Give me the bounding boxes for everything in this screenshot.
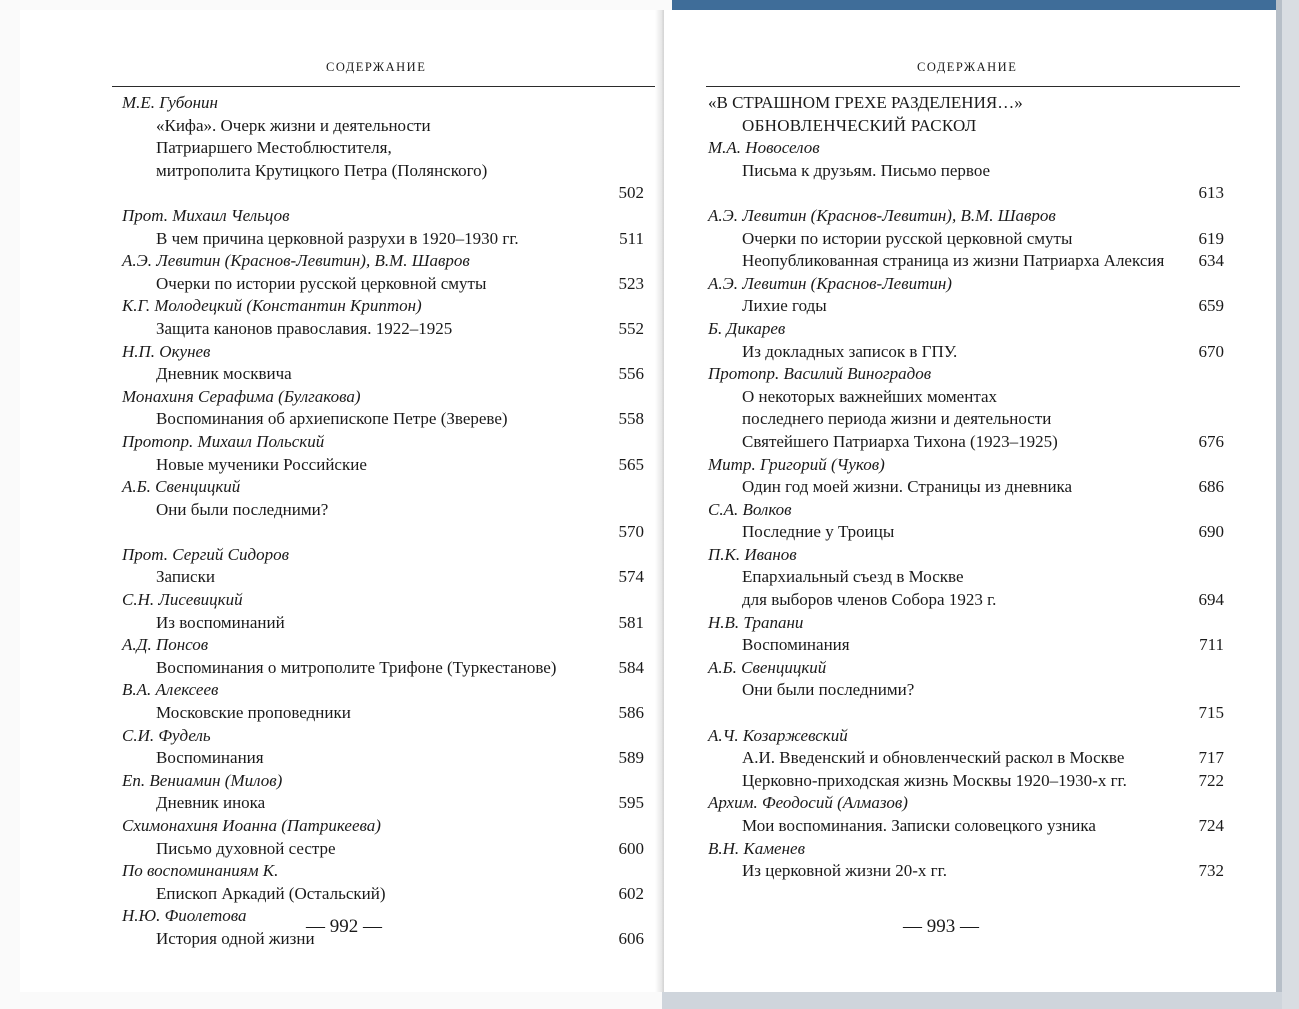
toc-row [122,295,644,318]
toc-title: Святейшего Патриарха Тихона (1923–1925) [742,431,1058,451]
toc-row [708,860,1224,883]
toc-author: Прот. Михаил Чельцов [122,205,290,225]
toc-row [708,431,1224,454]
toc-title: митрополита Крутицкого Петра (Полянского) [156,160,488,180]
toc-title: Московские проповедники [156,703,351,723]
toc-row [122,838,644,861]
toc-author: А.Э. Левитин (Краснов-Левитин), В.М. Шавров [122,251,470,271]
right-page [664,10,1276,992]
toc-title: Очерки по истории русской церковной смуты [156,273,487,293]
toc-author: П.К. Иванов [708,544,797,564]
toc-row [708,725,1224,748]
toc-row [122,431,644,454]
toc-author: А.Б. Свенцицкий [708,657,827,677]
toc-page-number: 581 [618,612,644,632]
toc-title: Письмо духовной сестре [156,838,336,858]
toc-row [708,182,1224,205]
toc-row [708,115,1224,138]
toc-title: «Кифа». Очерк жизни и деятельности [156,115,431,135]
toc-author: М.Е. Губонин [122,93,218,112]
toc-title: История одной жизни [156,928,315,948]
toc-row [708,679,1224,702]
toc-title: Воспоминания [156,748,264,768]
toc-page-number: 717 [1198,748,1224,768]
toc-title: Из церковной жизни 20-х гг. [742,861,947,881]
toc-row [708,815,1224,838]
toc-author: Б. Дикарев [708,318,786,338]
toc-row [708,363,1224,386]
toc-row [708,408,1224,431]
toc-title: Дневник инока [156,793,266,813]
toc-list-right [708,92,1224,883]
toc-page-number: 600 [618,838,644,858]
toc-row [122,386,644,409]
toc-title: Воспоминания об архиепископе Петре (Звереве) [156,409,508,429]
toc-row [708,137,1224,160]
toc-title: Воспоминания о митрополите Трифоне (Туркестанове) [156,657,557,677]
toc-row [708,770,1224,793]
toc-row [122,928,644,951]
toc-title: последнего периода жизни и деятельности [742,409,1052,429]
toc-title: Новые мученики Российские [156,454,367,474]
toc-row [708,273,1224,296]
toc-page-number: 711 [1199,635,1224,655]
toc-author: Н.Ю. Фиолетова [122,906,247,926]
toc-row [122,454,644,477]
toc-row [122,408,644,431]
toc-row [122,250,644,273]
header-rule-right [706,86,1240,87]
toc-title: для выборов членов Собора 1923 г. [742,590,997,610]
toc-title: Дневник москвича [156,364,292,384]
toc-author: В.А. Алексеев [122,680,219,700]
toc-author: Еп. Вениамин (Милов) [122,770,283,790]
toc-author: Схимонахиня Иоанна (Патрикеева) [122,816,381,835]
toc-row [708,544,1224,567]
toc-row [708,702,1224,725]
toc-title: Мои воспоминания. Записки соловецкого узника [742,816,1096,835]
toc-row [708,792,1224,815]
toc-author: А.Э. Левитин (Краснов-Левитин), В.М. Шавров [708,205,1056,225]
toc-row [122,702,644,725]
toc-page-number: 586 [618,703,644,723]
toc-title: Очерки по истории русской церковной смуты [742,228,1073,248]
toc-row [708,566,1224,589]
toc-author: А.Ч. Козаржевский [708,725,848,745]
toc-row [708,612,1224,635]
toc-row [122,228,644,251]
toc-row [122,318,644,341]
toc-page-number: 722 [1198,770,1224,790]
toc-title: Они были последними? [742,680,915,700]
book-cover-right [1282,0,1299,1009]
toc-page-number: 595 [618,793,644,813]
toc-title: Лихие годы [742,296,827,316]
toc-row [122,634,644,657]
toc-row [122,92,644,115]
toc-page-number: 570 [618,522,644,542]
toc-author: М.А. Новоселов [708,138,820,158]
toc-page-number: 584 [618,657,644,677]
toc-row [708,295,1224,318]
toc-page-number: 694 [1198,590,1224,610]
toc-row [708,499,1224,522]
toc-row [708,476,1224,499]
toc-title: Письма к друзьям. Письмо первое [742,160,991,180]
toc-row [122,792,644,815]
toc-row [708,92,1224,115]
book-cover-edge [672,0,1299,10]
toc-title: Они были последними? [156,499,329,519]
toc-row [122,679,644,702]
toc-author: Монахиня Серафима (Булгакова) [122,386,361,406]
toc-page-number: 565 [618,454,644,474]
toc-page-number: 589 [618,748,644,768]
toc-row [708,634,1224,657]
toc-row [122,657,644,680]
toc-row [122,521,644,544]
toc-author: В.Н. Каменев [708,838,805,858]
toc-title: Из докладных записок в ГПУ. [742,341,958,361]
toc-page-number: 558 [618,409,644,429]
toc-author: К.Г. Молодецкий (Константин Криптон) [122,296,422,316]
page-number-left: — 992 — [306,916,382,937]
toc-row [708,250,1224,273]
toc-page-number: 606 [618,928,644,948]
toc-row [708,386,1224,409]
toc-title: Неопубликованная страница из жизни Патриарха Алексия [742,251,1165,271]
toc-author: Протопр. Михаил Польский [122,431,325,451]
toc-row [122,115,644,138]
toc-row [122,499,644,522]
toc-page-number: 670 [1198,341,1224,361]
toc-title: О некоторых важнейших моментах [742,386,998,406]
toc-page-number: 724 [1198,816,1224,835]
toc-row [122,544,644,567]
toc-page-number: 523 [618,273,644,293]
toc-row [122,770,644,793]
toc-title: Защита канонов православия. 1922–1925 [156,318,453,338]
toc-title: Записки [156,567,215,587]
toc-row [122,182,644,205]
left-page [20,10,660,992]
toc-page-number: 619 [1198,228,1224,248]
toc-row [122,273,644,296]
running-head-left: СОДЕРЖАНИЕ [326,60,427,74]
page-number-right: — 993 — [903,916,979,937]
toc-author: Митр. Григорий (Чуков) [708,454,885,474]
toc-row [708,838,1224,861]
toc-row [122,725,644,748]
toc-title: Патриаршего Местоблюстителя, [156,138,392,158]
toc-title: Епископ Аркадий (Остальский) [156,883,386,903]
toc-title: Один год моей жизни. Страницы из дневника [742,477,1073,497]
toc-row [708,521,1224,544]
toc-author: А.Э. Левитин (Краснов-Левитин) [708,273,952,293]
toc-row [122,905,644,928]
toc-page-number: 690 [1198,522,1224,542]
toc-row [122,137,644,160]
toc-page-number: 686 [1198,477,1224,497]
toc-row [708,160,1224,183]
book-cover-bottom [662,992,1282,1009]
toc-row [122,860,644,883]
toc-row [122,476,644,499]
header-rule-left [112,86,656,87]
toc-title: Церковно-приходская жизнь Москвы 1920–1930-х гг. [742,770,1127,790]
toc-title: Из воспоминаний [156,612,285,632]
toc-author: С.И. Фудель [122,725,211,745]
toc-page-number: 556 [618,364,644,384]
toc-section-heading: «В СТРАШНОМ ГРЕХЕ РАЗДЕЛЕНИЯ…» [708,93,1023,112]
toc-row [122,589,644,612]
toc-row [708,205,1224,228]
toc-title: Последние у Троицы [742,522,895,542]
toc-title: А.И. Введенский и обновленческий раскол в Москве [742,748,1125,768]
toc-row [122,341,644,364]
toc-row [122,363,644,386]
toc-author: Архим. Феодосий (Алмазов) [708,793,908,813]
toc-page-number: 602 [618,883,644,903]
book-page-edges [1276,0,1282,1009]
toc-section-heading: ОБНОВЛЕНЧЕСКИЙ РАСКОЛ [742,115,977,135]
toc-page-number: 676 [1198,431,1224,451]
toc-title: Воспоминания [742,635,850,655]
toc-title: В чем причина церковной разрухи в 1920–1930 гг. [156,228,519,248]
toc-row [708,747,1224,770]
toc-page-number: 715 [1198,703,1224,723]
toc-row [122,883,644,906]
toc-page-number: 511 [619,228,644,248]
toc-row [708,589,1224,612]
toc-author: Н.П. Окунев [122,341,211,361]
toc-author: С.А. Волков [708,499,792,519]
toc-row [708,228,1224,251]
toc-row [122,160,644,183]
toc-row [122,205,644,228]
toc-author: Н.В. Трапани [708,612,804,632]
toc-row [122,747,644,770]
toc-author: Прот. Сергий Сидоров [122,544,289,564]
toc-row [122,566,644,589]
toc-page-number: 552 [618,318,644,338]
toc-page-number: 574 [618,567,644,587]
toc-page-number: 634 [1198,251,1224,271]
toc-page-number: 659 [1198,296,1224,316]
toc-title: Епархиальный съезд в Москве [742,567,964,587]
toc-page-number: 613 [1198,183,1224,203]
toc-author: С.Н. Лисевицкий [122,590,243,610]
toc-page-number: 502 [618,183,644,203]
toc-author: А.Д. Понсов [122,635,209,655]
toc-page-number: 732 [1198,861,1224,881]
toc-row [708,657,1224,680]
toc-row [122,815,644,838]
toc-row [708,454,1224,477]
running-head-right: СОДЕРЖАНИЕ [917,60,1018,74]
toc-row [708,341,1224,364]
toc-list-left [122,92,644,951]
toc-author: А.Б. Свенцицкий [122,477,241,497]
toc-row [708,318,1224,341]
toc-row [122,612,644,635]
toc-author: Протопр. Василий Виноградов [708,364,932,384]
toc-author: По воспоминаниям К. [122,861,279,881]
